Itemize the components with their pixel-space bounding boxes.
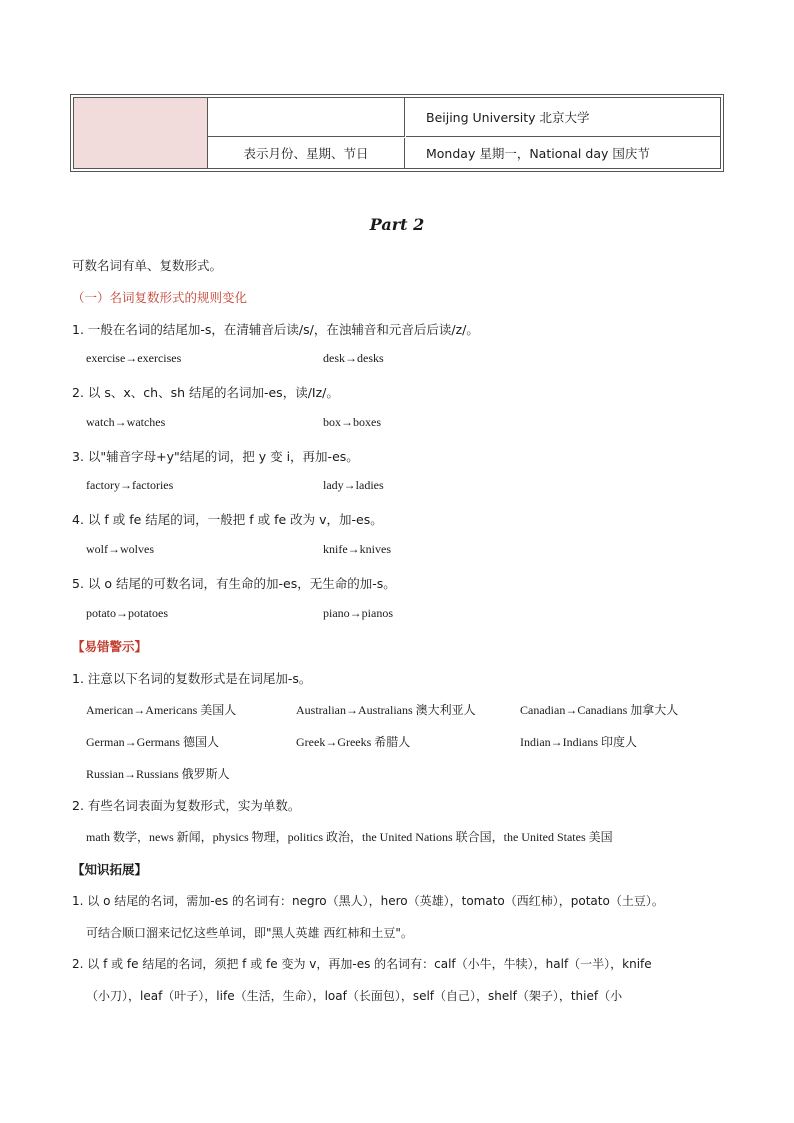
rule-text: 1. 一般在名词的结尾加-s，在清辅音后读/s/，在浊辅音和元音后后读/z/。 bbox=[72, 322, 479, 337]
nationality-item: Russian→Russians 俄罗斯人 bbox=[86, 767, 230, 781]
part-title: Part 2 bbox=[369, 215, 425, 234]
rule-text: 4. 以 f 或 fe 结尾的词，一般把 f 或 fe 改为 v，加-es。 bbox=[72, 512, 383, 527]
table-cell-example: Monday 星期一，National day 国庆节 bbox=[426, 146, 650, 161]
example-left: potato→potatoes bbox=[86, 606, 168, 620]
extension-heading: 【知识拓展】 bbox=[72, 862, 148, 877]
section-heading: （一）名词复数形式的规则变化 bbox=[72, 290, 248, 305]
warning-text: 2. 有些名词表面为复数形式，实为单数。 bbox=[72, 798, 301, 813]
example-left: exercise→exercises bbox=[86, 351, 182, 365]
table-cell bbox=[208, 98, 405, 137]
table-cell-example: Beijing University 北京大学 bbox=[406, 98, 720, 137]
nationality-item: Greek→Greeks 希腊人 bbox=[296, 735, 411, 749]
nationality-item: German→Germans 德国人 bbox=[86, 735, 219, 749]
rule-text: 2. 以 s、x、ch、sh 结尾的名词加-es，读/Iz/。 bbox=[72, 385, 339, 400]
example-right: box→boxes bbox=[323, 415, 381, 429]
table-cell-usage: 表示月份、星期、节日 bbox=[208, 138, 405, 168]
extension-text: 2. 以 f 或 fe 结尾的名词，须把 f 或 fe 变为 v，再加-es 的名词有：calf（小牛，牛犊），half（一半），knife bbox=[72, 957, 652, 971]
table-shaded-cell bbox=[74, 98, 208, 168]
rule-text: 5. 以 o 结尾的可数名词，有生命的加-es，无生命的加-s。 bbox=[72, 576, 396, 591]
nationality-item: Australian→Australians 澳大利亚人 bbox=[296, 703, 476, 717]
extension-text: 可结合顺口溜来记忆这些单词，即"黑人英雄 西红柿和土豆"。 bbox=[86, 926, 413, 940]
intro-text: 可数名词有单、复数形式。 bbox=[72, 258, 223, 273]
usage-table-inner bbox=[73, 97, 721, 169]
usage-table bbox=[70, 94, 724, 172]
warning-heading: 【易错警示】 bbox=[72, 639, 148, 654]
example-left: factory→factories bbox=[86, 478, 174, 492]
nationality-item: American→Americans 美国人 bbox=[86, 703, 237, 717]
nationality-item: Canadian→Canadians 加拿大人 bbox=[520, 703, 679, 717]
extension-text: （小刀），leaf（叶子），life（生活，生命），loaf（长面包），self（自己），shelf（架子），thief（小 bbox=[86, 989, 623, 1003]
example-left: wolf→wolves bbox=[86, 542, 154, 556]
extension-text: 1. 以 o 结尾的名词，需加-es 的名词有：negro（黑人），hero（英雄），tomato（西红柿），potato（土豆）。 bbox=[72, 894, 664, 908]
example-left: watch→watches bbox=[86, 415, 166, 429]
rule-text: 3. 以"辅音字母+y"结尾的词，把 y 变 i，再加-es。 bbox=[72, 449, 359, 464]
example-right: piano→pianos bbox=[323, 606, 393, 620]
nationality-item: Indian→Indians 印度人 bbox=[520, 735, 637, 749]
warning-text: 1. 注意以下名词的复数形式是在词尾加-s。 bbox=[72, 671, 312, 686]
example-right: desk→desks bbox=[323, 351, 384, 365]
example-right: lady→ladies bbox=[323, 478, 384, 492]
singular-nouns-list: math 数学，news 新闻，physics 物理，politics 政治，the United Nations 联合国，the United States 美国 bbox=[86, 830, 613, 844]
example-right: knife→knives bbox=[323, 542, 391, 556]
